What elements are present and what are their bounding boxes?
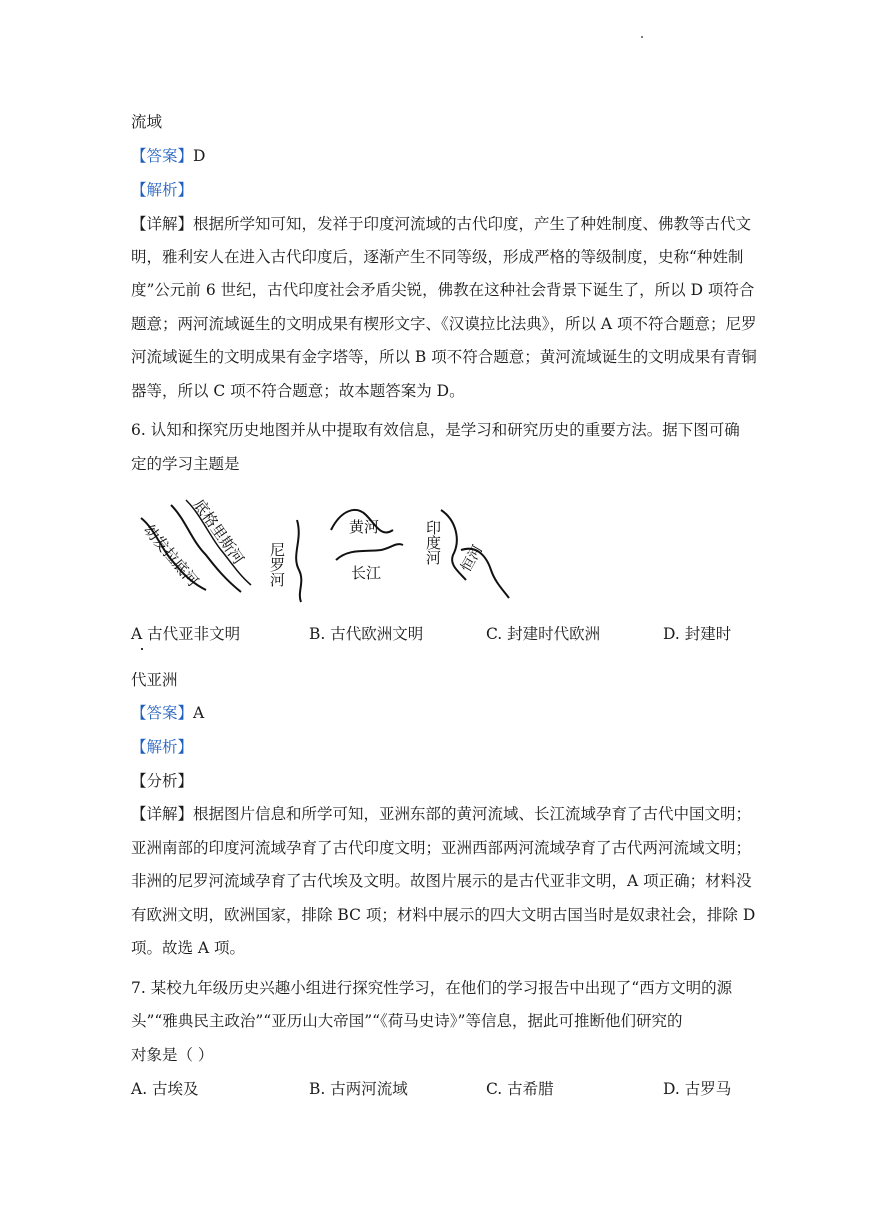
header-dot xyxy=(641,36,643,38)
q7-option-b: B. 古两河流域 xyxy=(309,1080,408,1098)
q6-option-d-tail: 代亚洲 xyxy=(131,671,178,689)
q5-detail-line: 【详解】根据所学知可知，发祥于印度河流域的古代印度，产生了种姓制度、佛教等古代文 xyxy=(131,215,752,233)
tigris-label: 底格里斯河 xyxy=(189,495,248,568)
q6-option-a: A 古代亚非文明 xyxy=(131,625,241,643)
q7-stem-line: 头”“雅典民主政治”“亚历山大帝国”“《荷马史诗》”等信息，据此可推断他们研究的 xyxy=(131,1012,683,1030)
q7-stem-line: 对象是（ ） xyxy=(131,1046,214,1064)
q6-detail-line: 非洲的尼罗河流域孕育了古代埃及文明。故图片展示的是古代亚非文明，A 项正确；材料没 xyxy=(131,872,752,890)
q5-tail: 流域 xyxy=(131,113,163,131)
indus-label: 印度河 xyxy=(424,520,442,565)
answer-value: A xyxy=(193,704,205,722)
river-civilizations-map xyxy=(131,490,511,610)
q5-detail-line: 河流域诞生的文明成果有金字塔等，所以 B 项不符合题意；黄河流域诞生的文明成果有青铜 xyxy=(131,348,757,366)
euphrates-label: 幼发拉底河 xyxy=(139,521,202,591)
q7-option-a: A. 古埃及 xyxy=(131,1080,199,1098)
yellow-river-label: 黄河 xyxy=(349,518,380,536)
answer-value: D xyxy=(193,147,206,165)
q6-stem-line: 6. 认知和探究历史地图并从中提取有效信息，是学习和研究历史的重要方法。据下图可确 xyxy=(131,421,740,439)
nile-label: 尼罗河 xyxy=(268,542,286,587)
q6-detail-line: 【详解】根据图片信息和所学可知，亚洲东部的黄河流域、长江流域孕育了古代中国文明； xyxy=(131,805,752,823)
q7-option-d: D. 古罗马 xyxy=(663,1080,732,1098)
q6-fenxi-label: 【分析】 xyxy=(131,772,194,790)
q5-detail-line: 器等，所以 C 项不符合题意；故本题答案为 D。 xyxy=(131,382,465,400)
q6-detail-line: 项。故选 A 项。 xyxy=(131,939,246,957)
answer-label: 【答案】 xyxy=(131,147,194,165)
q5-detail-line: 明，雅利安人在进入古代印度后，逐渐产生不同等级，形成严格的等级制度，史称“种姓制 xyxy=(131,248,744,266)
yangtze-label: 长江 xyxy=(351,564,382,582)
q6-analysis-label: 【解析】 xyxy=(131,738,194,756)
q7-stem-line: 7. 某校九年级历史兴趣小组进行探究性学习，在他们的学习报告中出现了“西方文明的源 xyxy=(131,979,733,997)
q6-detail-line: 有欧洲文明，欧洲国家，排除 BC 项；材料中展示的四大文明古国当时是奴隶社会，排除 D xyxy=(131,906,756,924)
q6-option-b: B. 古代欧洲文明 xyxy=(309,625,424,643)
ganges-label: 恒河 xyxy=(458,542,487,575)
option-a-dot xyxy=(141,648,143,650)
q6-option-d: D. 封建时 xyxy=(663,625,732,643)
q6-option-c: C. 封建时代欧洲 xyxy=(486,625,601,643)
q7-option-c: C. 古希腊 xyxy=(486,1080,554,1098)
q6-detail-line: 亚洲南部的印度河流域孕育了古代印度文明；亚洲西部两河流域孕育了古代两河流域文明； xyxy=(131,839,752,857)
q5-detail-line: 度”公元前 6 世纪，古代印度社会矛盾尖锐，佛教在这种社会背景下诞生了，所以 D 项符合 xyxy=(131,281,755,299)
nile-river xyxy=(296,520,301,602)
yangtze-river xyxy=(336,544,403,560)
q5-detail-line: 题意；两河流域诞生的文明成果有楔形文字、《汉谟拉比法典》，所以 A 项不符合题意；尼罗 xyxy=(131,315,757,333)
answer-label: 【答案】 xyxy=(131,704,194,722)
q5-analysis-label: 【解析】 xyxy=(131,181,194,199)
q6-stem-line: 定的学习主题是 xyxy=(131,455,240,473)
q6-answer xyxy=(131,703,204,723)
q5-answer xyxy=(131,146,205,166)
